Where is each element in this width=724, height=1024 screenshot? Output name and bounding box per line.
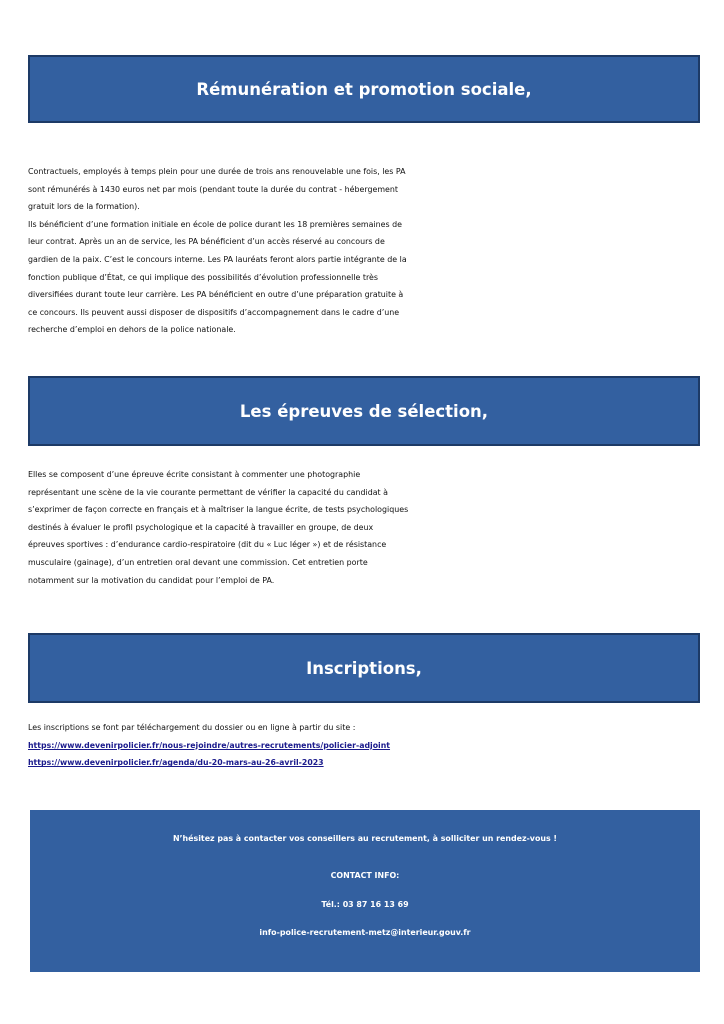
text-line: gratuit lors de la formation).	[28, 202, 140, 212]
text-line: sont rémunérés à 1430 euros net par mois (pendant toute la durée du contrat - hébergement	[28, 184, 398, 194]
section-title: Inscriptions,	[306, 658, 422, 678]
contact-heading: CONTACT INFO:	[330, 871, 400, 880]
section-banner-remuneration	[28, 55, 700, 123]
contact-box	[30, 810, 700, 972]
section-banner-epreuves	[28, 376, 700, 446]
section-banner-inscriptions	[28, 633, 700, 703]
paragraph-epreuves	[28, 466, 700, 589]
text-line: ce concours. Ils peuvent aussi disposer de dispositifs d’accompagnement dans le cadre d’une	[28, 307, 400, 317]
text-line: représentant une scène de la vie courante permettant de vérifier la capacité du candidat à	[28, 487, 388, 497]
text-line: Elles se composent d’une épreuve écrite consistant à commenter une photographie	[28, 470, 361, 479]
text-line: gardien de la paix. C’est le concours interne. Les PA lauréats feront alors partie intégrante de la	[28, 254, 407, 264]
link-agenda[interactable]: https://www.devenirpolicier.fr/agenda/du-20-mars-au-26-avril-2023	[28, 758, 324, 768]
paragraph-remuneration	[28, 163, 700, 339]
section-title: Les épreuves de sélection,	[239, 401, 489, 421]
text-line: destinés à évaluer le profil psychologique et la capacité à travailler en groupe, de deux	[28, 522, 374, 532]
text-line: fonction publique d’État, ce qui implique des possibilités d’évolution professionnelle très	[28, 272, 379, 282]
link-policier-adjoint[interactable]: https://www.devenirpolicier.fr/nous-rejoindre/autres-recrutements/policier-adjoint	[28, 740, 391, 750]
text-line: recherche d’emploi en dehors de la police nationale.	[28, 325, 236, 335]
section-title: Rémunération et promotion sociale,	[196, 79, 532, 99]
contact-invite: N’hésitez pas à contacter vos conseillers au recrutement, à solliciter un rendez-vous !	[172, 834, 558, 843]
contact-phone: Tél.: 03 87 16 13 69	[321, 900, 409, 909]
text-line: notamment sur la motivation du candidat pour l’emploi de PA.	[28, 575, 275, 585]
text-line: épreuves sportives : d’endurance cardio-respiratoire (dit du « Luc léger ») et de résistance	[28, 540, 387, 550]
text-line: Les inscriptions se font par téléchargement du dossier ou en ligne à partir du site :	[28, 723, 356, 732]
text-line: leur contrat. Après un an de service, les PA bénéficient d’un accès réservé au concours de	[28, 237, 385, 247]
text-line: Contractuels, employés à temps plein pour une durée de trois ans renouvelable une fois, les PA	[28, 167, 406, 176]
text-line: diversifiées durant toute leur carrière. Les PA bénéficient en outre d’une préparation gratuite à	[28, 290, 404, 300]
paragraph-inscriptions	[28, 719, 700, 772]
contact-email: info-police-recrutement-metz@interieur.gouv.fr	[259, 928, 471, 937]
text-line: s’exprimer de façon correcte en français et à maîtriser la langue écrite, de tests psychologiques	[28, 505, 409, 515]
text-line: musculaire (gainage), d’un entretien oral devant une commission. Cet entretien porte	[28, 557, 368, 567]
text-line: Ils bénéficient d’une formation initiale en école de police durant les 18 premières semaines de	[28, 219, 402, 229]
